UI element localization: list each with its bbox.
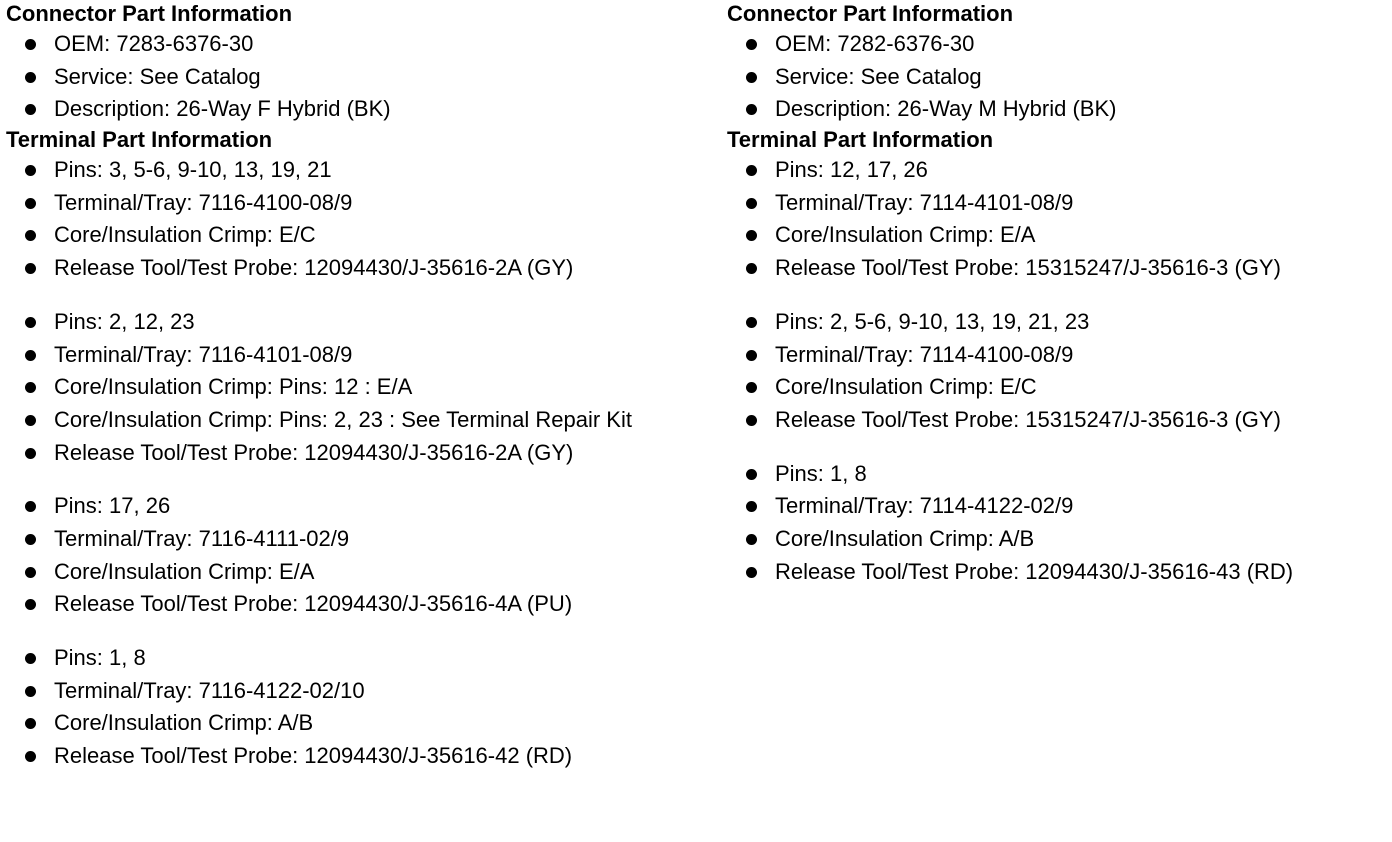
list-item <box>727 28 1387 61</box>
terminal-groups <box>727 154 1387 588</box>
list-item-text: Core/Insulation Crimp: E/A <box>775 222 1036 248</box>
bullet-icon <box>25 104 36 115</box>
bullet-icon <box>25 567 36 578</box>
list-item-text: Terminal/Tray: 7114-4100-08/9 <box>775 341 1074 367</box>
bullet-icon <box>25 501 36 512</box>
list-item <box>727 187 1387 220</box>
bullet-icon <box>25 230 36 241</box>
list-item-text: Terminal/Tray: 7114-4122-02/9 <box>775 493 1074 519</box>
list-item <box>6 556 722 589</box>
terminal-group <box>727 306 1387 437</box>
bullet-icon <box>25 165 36 176</box>
list-item-text: Release Tool/Test Probe: 12094430/J-35616-42 (RD) <box>54 743 573 769</box>
bullet-icon <box>25 751 36 762</box>
list-item-text: Pins: 1, 8 <box>54 645 146 670</box>
list-item <box>6 187 722 220</box>
bullet-icon <box>746 534 757 545</box>
list-item <box>727 556 1387 589</box>
list-item <box>727 339 1387 372</box>
bullet-icon <box>25 263 36 274</box>
list-item-text: Service: See Catalog <box>54 63 261 89</box>
list-item <box>727 371 1387 404</box>
list-item-text: Core/Insulation Crimp: A/B <box>775 525 1035 551</box>
list-item <box>6 404 722 437</box>
bullet-icon <box>746 382 757 393</box>
list-item-text: Core/Insulation Crimp: Pins: 12 : E/A <box>54 374 413 400</box>
terminal-part-heading: Terminal Part Information <box>727 127 994 153</box>
terminal-group <box>6 490 722 621</box>
list-item <box>6 339 722 372</box>
list-item-text: Release Tool/Test Probe: 12094430/J-35616-2A (GY) <box>54 439 574 465</box>
bullet-icon <box>25 448 36 459</box>
list-item-text: Terminal/Tray: 7116-4100-08/9 <box>54 189 353 215</box>
terminal-group <box>6 642 722 773</box>
terminal-part-heading: Terminal Part Information <box>6 127 273 153</box>
bullet-icon <box>746 501 757 512</box>
list-item-text: Release Tool/Test Probe: 15315247/J-35616-3 (GY) <box>775 255 1281 281</box>
list-item-text: Release Tool/Test Probe: 12094430/J-35616-4A (PU) <box>54 591 573 617</box>
list-item <box>6 490 722 523</box>
bullet-icon <box>25 350 36 361</box>
bullet-icon <box>746 72 757 83</box>
list-item <box>6 28 722 61</box>
list-item-text: Release Tool/Test Probe: 12094430/J-35616-2A (GY) <box>54 255 574 281</box>
list-item-text: Terminal/Tray: 7116-4111-02/9 <box>54 525 350 551</box>
list-item <box>6 675 722 708</box>
list-item-text: Core/Insulation Crimp: E/C <box>775 374 1037 400</box>
list-item <box>727 154 1387 187</box>
list-item-text: Pins: 12, 17, 26 <box>775 157 928 183</box>
bullet-icon <box>746 263 757 274</box>
connector-part-heading: Connector Part Information <box>6 1 293 26</box>
list-item <box>6 437 722 470</box>
list-item <box>727 404 1387 437</box>
list-item-text: Terminal/Tray: 7116-4101-08/9 <box>54 341 353 367</box>
list-item-text: Release Tool/Test Probe: 15315247/J-35616-3 (GY) <box>775 406 1281 432</box>
list-item <box>6 154 722 187</box>
connector-part-heading: Connector Part Information <box>727 1 1014 26</box>
bullet-icon <box>25 534 36 545</box>
list-item <box>727 306 1387 339</box>
list-item <box>727 93 1387 126</box>
bullet-icon <box>25 718 36 729</box>
connector-part-list <box>727 28 1387 126</box>
bullet-icon <box>25 317 36 328</box>
list-item <box>6 252 722 285</box>
list-item-text: Pins: 1, 8 <box>775 460 867 486</box>
list-item-text: Core/Insulation Crimp: E/C <box>54 222 316 248</box>
bullet-icon <box>25 415 36 426</box>
bullet-icon <box>746 165 757 176</box>
list-item <box>6 707 722 740</box>
bullet-icon <box>746 567 757 578</box>
list-item <box>6 93 722 126</box>
bullet-icon <box>25 653 36 664</box>
list-item-text: Pins: 17, 26 <box>54 493 171 519</box>
list-item <box>727 490 1387 523</box>
bullet-icon <box>746 230 757 241</box>
list-item <box>6 588 722 621</box>
list-item-text: Pins: 3, 5-6, 9-10, 13, 19, 21 <box>54 157 332 183</box>
list-item-text: Pins: 2, 5-6, 9-10, 13, 19, 21, 23 <box>775 308 1090 334</box>
list-item-text: Terminal/Tray: 7114-4101-08/9 <box>775 189 1074 215</box>
bullet-icon <box>746 350 757 361</box>
terminal-group <box>727 154 1387 285</box>
bullet-icon <box>746 317 757 328</box>
list-item <box>6 306 722 339</box>
bullet-icon <box>25 686 36 697</box>
list-item <box>6 371 722 404</box>
list-item-text: OEM: 7282-6376-30 <box>775 31 975 56</box>
list-item-text: Core/Insulation Crimp: E/A <box>54 558 315 584</box>
list-item <box>6 219 722 252</box>
list-item <box>727 252 1387 285</box>
bullet-icon <box>746 39 757 50</box>
list-item-text: Core/Insulation Crimp: Pins: 2, 23 : See Terminal Repair Kit <box>54 406 632 432</box>
bullet-icon <box>25 72 36 83</box>
list-item <box>6 642 722 675</box>
terminal-group <box>6 154 722 285</box>
list-item-text: Description: 26-Way M Hybrid (BK) <box>775 96 1117 122</box>
bullet-icon <box>25 198 36 209</box>
female-connector-column <box>6 0 722 773</box>
connector-part-list <box>6 28 722 126</box>
bullet-icon <box>25 382 36 393</box>
bullet-icon <box>746 104 757 115</box>
list-item-text: Core/Insulation Crimp: A/B <box>54 710 314 736</box>
list-item <box>727 61 1387 94</box>
male-connector-column <box>727 0 1387 588</box>
bullet-icon <box>746 469 757 480</box>
list-item <box>6 523 722 556</box>
list-item <box>6 740 722 773</box>
list-item <box>727 458 1387 491</box>
list-item <box>6 61 722 94</box>
bullet-icon <box>25 599 36 610</box>
bullet-icon <box>746 198 757 209</box>
terminal-group <box>6 306 722 469</box>
list-item-text: Service: See Catalog <box>775 63 982 89</box>
list-item <box>727 219 1387 252</box>
terminal-group <box>727 458 1387 589</box>
list-item-text: Pins: 2, 12, 23 <box>54 308 195 334</box>
bullet-icon <box>746 415 757 426</box>
list-item-text: Terminal/Tray: 7116-4122-02/10 <box>54 677 365 703</box>
terminal-groups <box>6 154 722 773</box>
list-item-text: Description: 26-Way F Hybrid (BK) <box>54 96 391 122</box>
list-item-text: OEM: 7283-6376-30 <box>54 31 254 56</box>
list-item <box>727 523 1387 556</box>
bullet-icon <box>25 39 36 50</box>
list-item-text: Release Tool/Test Probe: 12094430/J-35616-43 (RD) <box>775 558 1294 584</box>
